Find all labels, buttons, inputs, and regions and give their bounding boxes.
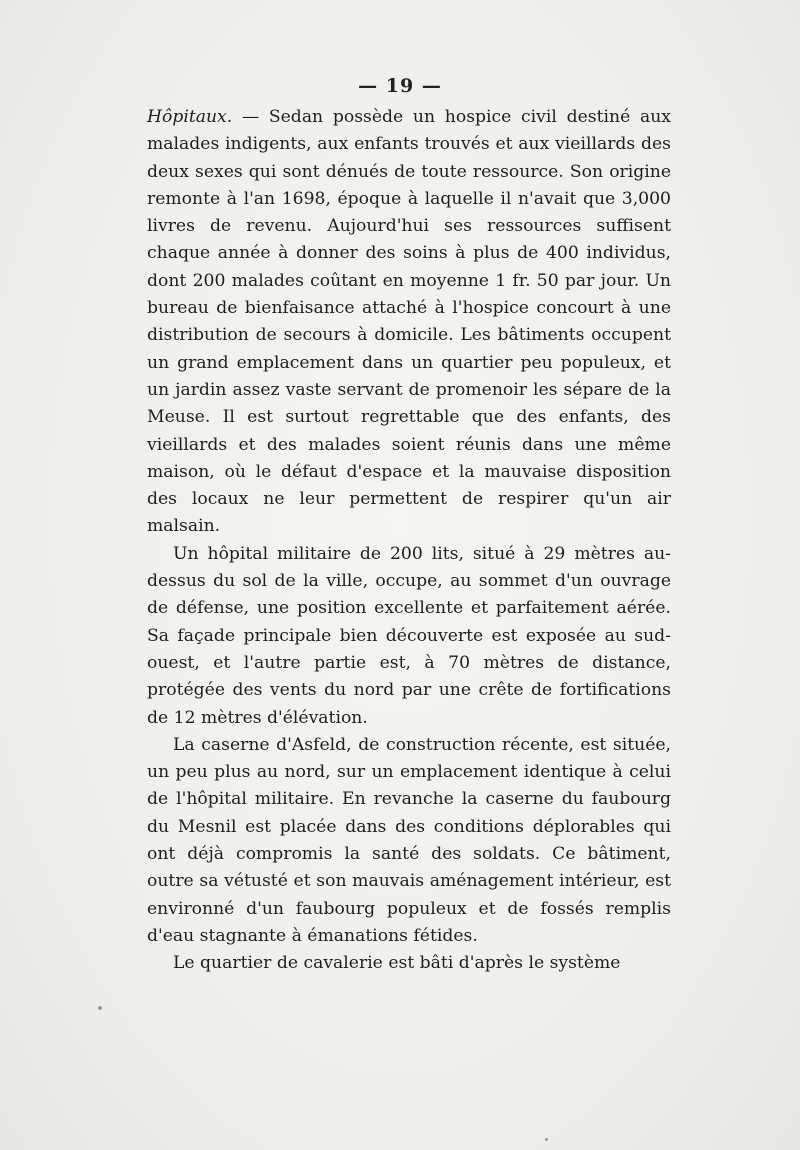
page-number: — 19 — (358, 75, 442, 97)
paragraph-hopital-militaire: Un hôpital militaire de 200 lits, situé à 29 mètres au-dessus du sol de la ville, occupe, au sommet d'un ouvrage de défense, une position excellente et parfaitement aérée. Sa façade principale bien découverte est exposée au sud-ouest, et l'autre partie est, à 70 mètres de distance, protégée des vents du nord par une crête de fortifications de 12 mètres d'élévation. (147, 543, 671, 728)
paper-speck (98, 1006, 102, 1010)
body-text (147, 104, 671, 978)
paragraph-text: — Sedan possède un hospice civil destiné aux malades indigents, aux enfants trouvés et aux vieillards des deux sexes qui sont dénués de toute ressource. Son origine remonte à l'an 1698, époque à laquelle il n'avait que 3,000 livres de revenu. Aujourd'hui ses ressources suffisent chaque année à donner des soins à plus de 400 individus, dont 200 malades coûtant en moyenne 1 fr. 50 par jour. Un bureau de bienfaisance attaché à l'hospice concourt à une distribution de secours à domicile. Les bâtiments occupent un grand emplacement dans un quartier peu populeux, et un jardin assez vaste servant de promenoir les sépare de la Meuse. Il est surtout regrettable que des enfants, des vieillards et des malades soient réunis dans une même maison, où le défaut d'espace et la mauvaise disposition des locaux ne leur permettent de respirer qu'un air malsain. (147, 107, 671, 537)
paragraph-caserne-asfeld: La caserne d'Asfeld, de construction récente, est située, un peu plus au nord, sur un emplacement identique à celui de l'hôpital militaire. En revanche la caserne du faubourg du Mesnil est placée dans des conditions déplorables qui ont déjà compromis la santé des soldats. Ce bâtiment, outre sa vétusté et son mauvais aménagement intérieur, est environné d'un faubourg populeux et de fossés remplis d'eau stagnante à émanations fétides. (147, 734, 671, 946)
paper-speck (545, 1138, 548, 1141)
section-heading-hopitaux: Hôpitaux. (147, 107, 233, 127)
paragraph-quartier-cavalerie: Le quartier de cavalerie est bâti d'après le système (173, 953, 621, 974)
paragraph-hopitaux (147, 104, 671, 541)
